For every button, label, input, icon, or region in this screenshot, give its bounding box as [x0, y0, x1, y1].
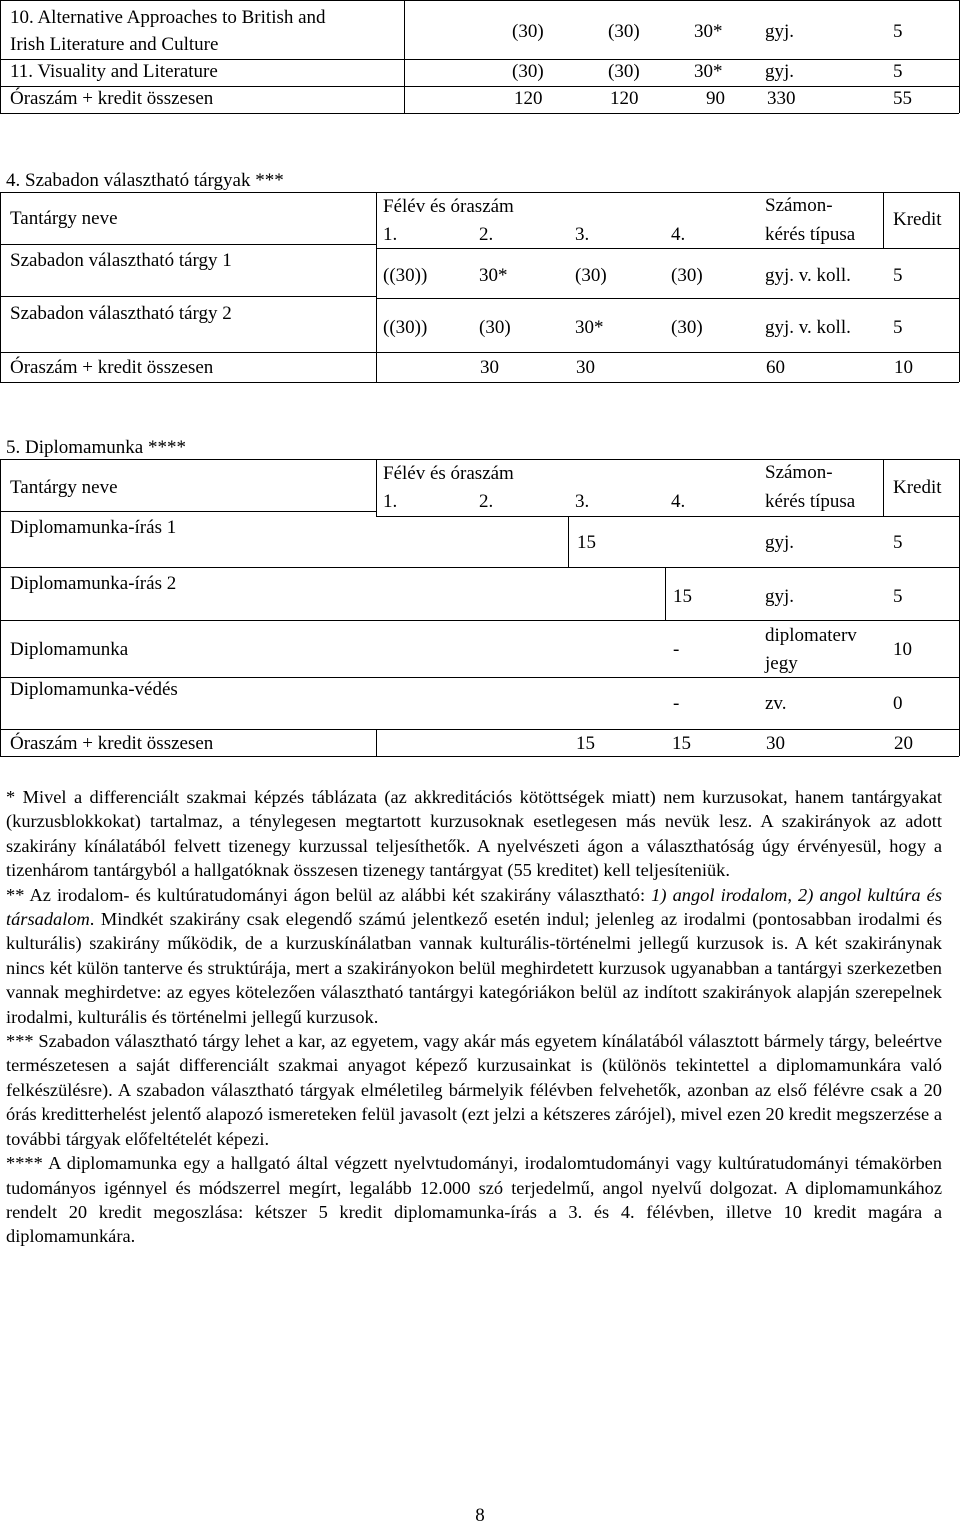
semester-3-hours: 30*: [694, 61, 723, 82]
exam-type: diplomaterv: [765, 625, 857, 646]
exam-column-header: kérés típusa: [765, 224, 856, 245]
credit-column-header: Kredit: [893, 209, 942, 230]
exam-type: gyj. v. koll.: [765, 265, 851, 286]
credit: 5: [893, 21, 903, 42]
credit: 0: [893, 693, 903, 714]
semester-2-hours: 30*: [479, 265, 508, 286]
footnote-1: * Mivel a differenciált szakmai képzés táblázata (az akkreditációs kötöttségek miatt) nem kurzusokat, hanem tantárgyakat (kurzusblokkokat) tartalmaz, a ténylegesen megtartott kurzusoknak esetlegesen más nevük lesz. A szakirányok az adott szakirány kínálatából felvett tizenegy kurzussal teljesíthetők. A nyelvészeti ágon a választhatóság úgy érvényesül, hogy a tizenhárom tantárgyból a hallgatóknak összesen tizenegy tantárgyat (55 kreditet) kell teljesíteniük.: [6, 787, 942, 881]
total-value: 15: [672, 733, 691, 754]
hours: -: [673, 693, 680, 714]
semester-number: 1.: [383, 491, 398, 512]
course-name: Irish Literature and Culture: [10, 34, 219, 55]
total-label: Óraszám + kredit összesen: [10, 357, 214, 378]
total-value: 20: [894, 733, 913, 754]
total-value: 10: [894, 357, 913, 378]
semester-3-hours: 30*: [575, 317, 604, 338]
credit-column-header: Kredit: [893, 477, 942, 498]
exam-column-header: Számon-: [765, 462, 833, 483]
credit: 5: [893, 532, 903, 553]
exam-type: gyj.: [765, 61, 795, 82]
exam-type: gyj. v. koll.: [765, 317, 851, 338]
semester-1-hours: ((30)): [383, 317, 428, 338]
semester-1-hours: (30): [512, 21, 544, 42]
semester-2-hours: (30): [608, 21, 640, 42]
exam-type: gyj.: [765, 586, 795, 607]
course-name: 10. Alternative Approaches to British and: [10, 7, 326, 28]
footnote-4: **** A diplomamunka egy a hallgató által végzett nyelvtudományi, irodalomtudományi vagy kultúratudományi témakörben tudományos igénnyel és módszerrel megírt, legalább 12.000 szó terjedelmű, angol nyelvű dolgozat. A diplomamunkához rendelt 20 kredit megoszlása: kétszer 5 kredit diplomamunka-írás a 3. és 4. félévben, illetve 10 kredit magára a diplomamunkára.: [6, 1153, 942, 1247]
total-label: Óraszám + kredit összesen: [10, 88, 214, 109]
semester-2-hours: (30): [608, 61, 640, 82]
credit: 5: [893, 317, 903, 338]
footnotes: [6, 785, 942, 1249]
semester-number: 2.: [479, 224, 494, 245]
semester-4-hours: (30): [671, 265, 703, 286]
total-value: 55: [893, 88, 912, 109]
exam-type: jegy: [765, 653, 798, 674]
exam-type: zv.: [765, 693, 787, 714]
subject-column-header: Tantárgy neve: [10, 477, 118, 498]
exam-column-header: kérés típusa: [765, 491, 856, 512]
semester-4-hours: (30): [671, 317, 703, 338]
course-name: Diplomamunka-írás 1: [10, 517, 177, 538]
hours: 15: [577, 532, 596, 553]
semester-2-hours: (30): [479, 317, 511, 338]
semester-number: 1.: [383, 224, 398, 245]
semester-1-hours: ((30)): [383, 265, 428, 286]
exam-column-header: Számon-: [765, 195, 833, 216]
semester-column-header: Félév és óraszám: [383, 196, 514, 217]
total-value: 30: [480, 357, 499, 378]
course-name: Szabadon választható tárgy 2: [10, 303, 232, 324]
credit: 5: [893, 61, 903, 82]
section-heading: 5. Diplomamunka ****: [6, 437, 186, 458]
semester-number: 3.: [575, 491, 590, 512]
semester-column-header: Félév és óraszám: [383, 463, 514, 484]
hours: -: [673, 639, 680, 660]
total-value: 90: [706, 88, 725, 109]
total-value: 330: [767, 88, 796, 109]
course-name: Diplomamunka-védés: [10, 679, 178, 700]
total-value: 120: [514, 88, 543, 109]
subject-column-header: Tantárgy neve: [10, 208, 118, 229]
footnote-2: ** Az irodalom- és kultúratudományi ágon belül az alábbi két szakirány választható: 1) angol irodalom, 2) angol kultúra és társadalom. Mindkét szakirány csak elegendő számú jelentkező esetén indul; jelenleg az irodalmi (pontosabban irodalmi és kulturális) szakirány működik, de a kurzuskínálatban vannak kulturális-történelmi jellegű kurzusok is. A két szakiránynak nincs két külön tanterve és struktúrája, mert a szakirányokon belül meghirdetett kurzusok ugyanabban a tantárgyi szerkezetben vannak meghirdetve: az egyes kötelezően választható tantárgyi kategóriákon belül az indított szakirányok alapján szerepelnek irodalmi, kulturális és történelmi jellegű kurzusok.: [6, 884, 942, 1027]
semester-number: 3.: [575, 224, 590, 245]
credit: 5: [893, 586, 903, 607]
exam-type: gyj.: [765, 21, 795, 42]
hours: 15: [673, 586, 692, 607]
semester-number: 2.: [479, 491, 494, 512]
total-value: 30: [576, 357, 595, 378]
course-name: Diplomamunka-írás 2: [10, 573, 177, 594]
total-value: 60: [766, 357, 785, 378]
total-label: Óraszám + kredit összesen: [10, 733, 214, 754]
semester-3-hours: (30): [575, 265, 607, 286]
page-number: 8: [475, 1505, 485, 1526]
credit: 5: [893, 265, 903, 286]
total-value: 120: [610, 88, 639, 109]
semester-number: 4.: [671, 491, 686, 512]
footnote-3: *** Szabadon választható tárgy lehet a kar, az egyetem, vagy akár más egyetem kínálatából választott bármely tárgy, beleértve természetesen a saját differenciált szakmai anyagot képező kurzusainkat is (különös tekintettel a diplomamunkára való felkészülésre). A szabadon választható tárgyak elméletileg bármelyik félévben felvehetők, azonban az első félévre csak a 20 órás kreditterhelést jelentő alapozó ismereteken felül javasolt (ezt jelzi a kétszeres zárójel), mivel ezen 20 kredit megszerzése a további tárgyak előfeltételét képezi.: [6, 1031, 942, 1149]
exam-type: gyj.: [765, 532, 795, 553]
course-name: Szabadon választható tárgy 1: [10, 250, 232, 271]
course-name: 11. Visuality and Literature: [10, 61, 218, 82]
total-value: 15: [576, 733, 595, 754]
course-name: Diplomamunka: [10, 639, 129, 660]
semester-1-hours: (30): [512, 61, 544, 82]
credit: 10: [893, 639, 912, 660]
semester-3-hours: 30*: [694, 21, 723, 42]
section-heading: 4. Szabadon választható tárgyak ***: [6, 170, 284, 191]
total-value: 30: [766, 733, 785, 754]
semester-number: 4.: [671, 224, 686, 245]
